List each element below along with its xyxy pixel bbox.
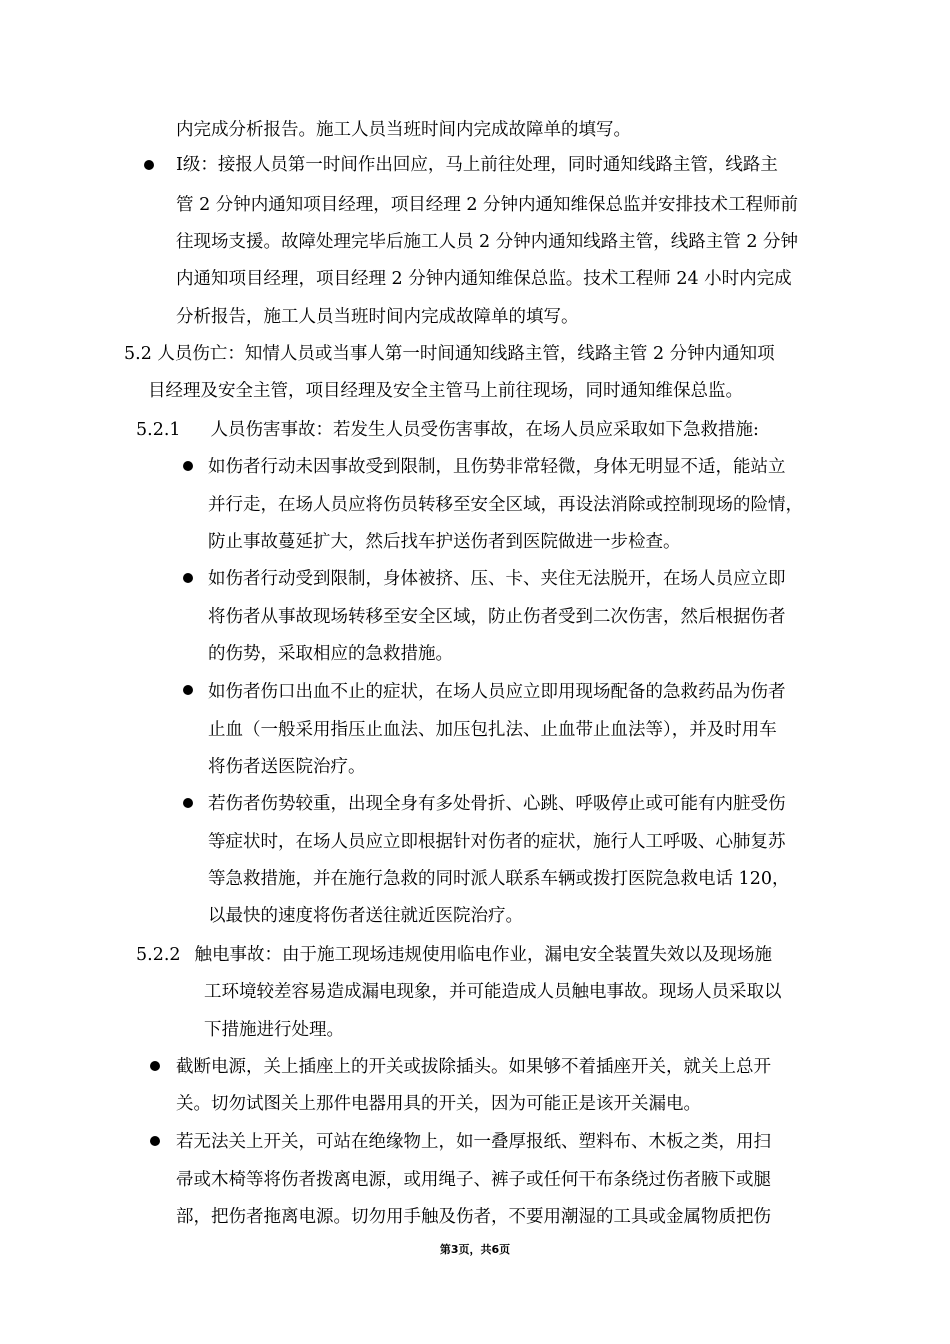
paragraph-line: 工环境较差容易造成漏电现象，并可能造成人员触电事故。现场人员采取以 [204, 982, 782, 1002]
bullet-icon [150, 1061, 160, 1071]
subsection-title: 触电事故：由于施工现场违规使用临电作业，漏电安全装置失效以及现场施 [194, 945, 773, 965]
paragraph-line: 往现场支援。故障处理完毕后施工人员 2 分钟内通知线路主管，线路主管 2 分钟 [176, 232, 799, 252]
bullet-icon [183, 685, 193, 695]
paragraph-line: 目经理及安全主管，项目经理及安全主管马上前往现场，同时通知维保总监。 [148, 381, 743, 401]
paragraph-line: 等症状时，在场人员应立即根据针对伤者的症状，施行人工呼吸、心肺复苏 [208, 832, 786, 852]
section-heading-5-2: 5.2 人员伤亡：知情人员或当事人第一时间通知线路主管，线路主管 2 分钟内通知项 [124, 344, 775, 364]
paragraph-line: 并行走，在场人员应将伤员转移至安全区域，再设法消除或控制现场的险情， [208, 495, 803, 515]
subsection-5-2-2 [136, 943, 772, 967]
paragraph-line: 以最快的速度将伤者送往就近医院治疗。 [208, 906, 523, 926]
paragraph-line: 等急救措施，并在施行急救的同时派人联系车辆或拨打医院急救电话 120， [208, 869, 790, 889]
paragraph-line: 若无法关上开关，可站在绝缘物上，如一叠厚报纸、塑料布、木板之类，用扫 [176, 1132, 771, 1152]
paragraph-line: 管 2 分钟内通知项目经理，项目经理 2 分钟内通知维保总监并安排技术工程师前 [176, 195, 799, 215]
bullet-icon [183, 461, 193, 471]
paragraph-line: 的伤势，采取相应的急救措施。 [208, 644, 453, 664]
paragraph-line: 如伤者行动未因事故受到限制，且伤势非常轻微，身体无明显不适，能站立 [208, 457, 786, 477]
paragraph-line: 内完成分析报告。施工人员当班时间内完成故障单的填写。 [176, 120, 631, 140]
paragraph-line: 将伤者送医院治疗。 [208, 757, 366, 777]
paragraph-line: 内通知项目经理，项目经理 2 分钟内通知维保总监。技术工程师 24 小时内完成 [176, 269, 792, 289]
bullet-icon [144, 160, 154, 170]
bullet-icon [183, 798, 193, 808]
subsection-title: 人员伤害事故：若发生人员受伤害事故，在场人员应采取如下急救措施: [210, 420, 759, 440]
paragraph-line: 将伤者从事故现场转移至安全区域，防止伤者受到二次伤害，然后根据伤者 [208, 607, 786, 627]
paragraph-line: 关。切勿试图关上那件电器用具的开关，因为可能正是该开关漏电。 [176, 1094, 701, 1114]
paragraph-line: 帚或木椅等将伤者拨离电源，或用绳子、裤子或任何干布条绕过伤者腋下或腿 [176, 1170, 771, 1190]
bullet-icon [150, 1136, 160, 1146]
section-number: 5.2.1 [136, 420, 181, 440]
paragraph-line: 如伤者行动受到限制，身体被挤、压、卡、夹住无法脱开，在场人员应立即 [208, 569, 786, 589]
paragraph-line: 部，把伤者拖离电源。切勿用手触及伤者，不要用潮湿的工具或金属物质把伤 [176, 1207, 771, 1227]
paragraph-line: 截断电源，关上插座上的开关或拔除插头。如果够不着插座开关，就关上总开 [176, 1057, 771, 1077]
paragraph-line: 下措施进行处理。 [204, 1020, 344, 1040]
paragraph-line: 止血（一般采用指压止血法、加压包扎法、止血带止血法等），并及时用车 [208, 720, 777, 740]
paragraph-line: 防止事故蔓延扩大，然后找车护送伤者到医院做进一步检查。 [208, 532, 681, 552]
subsection-5-2-1 [136, 418, 759, 442]
paragraph-line: 分析报告，施工人员当班时间内完成故障单的填写。 [176, 307, 579, 327]
section-number: 5.2.2 [136, 945, 181, 965]
page-number-footer: 第3页，共6页 [439, 1243, 511, 1256]
bullet-icon [183, 573, 193, 583]
paragraph-line: 如伤者伤口出血不止的症状，在场人员应立即用现场配备的急救药品为伤者 [208, 682, 786, 702]
paragraph-line: 若伤者伤势较重，出现全身有多处骨折、心跳、呼吸停止或可能有内脏受伤 [208, 794, 786, 814]
paragraph-line: Ⅰ级：接报人员第一时间作出回应，马上前往处理，同时通知线路主管，线路主 [176, 155, 778, 175]
